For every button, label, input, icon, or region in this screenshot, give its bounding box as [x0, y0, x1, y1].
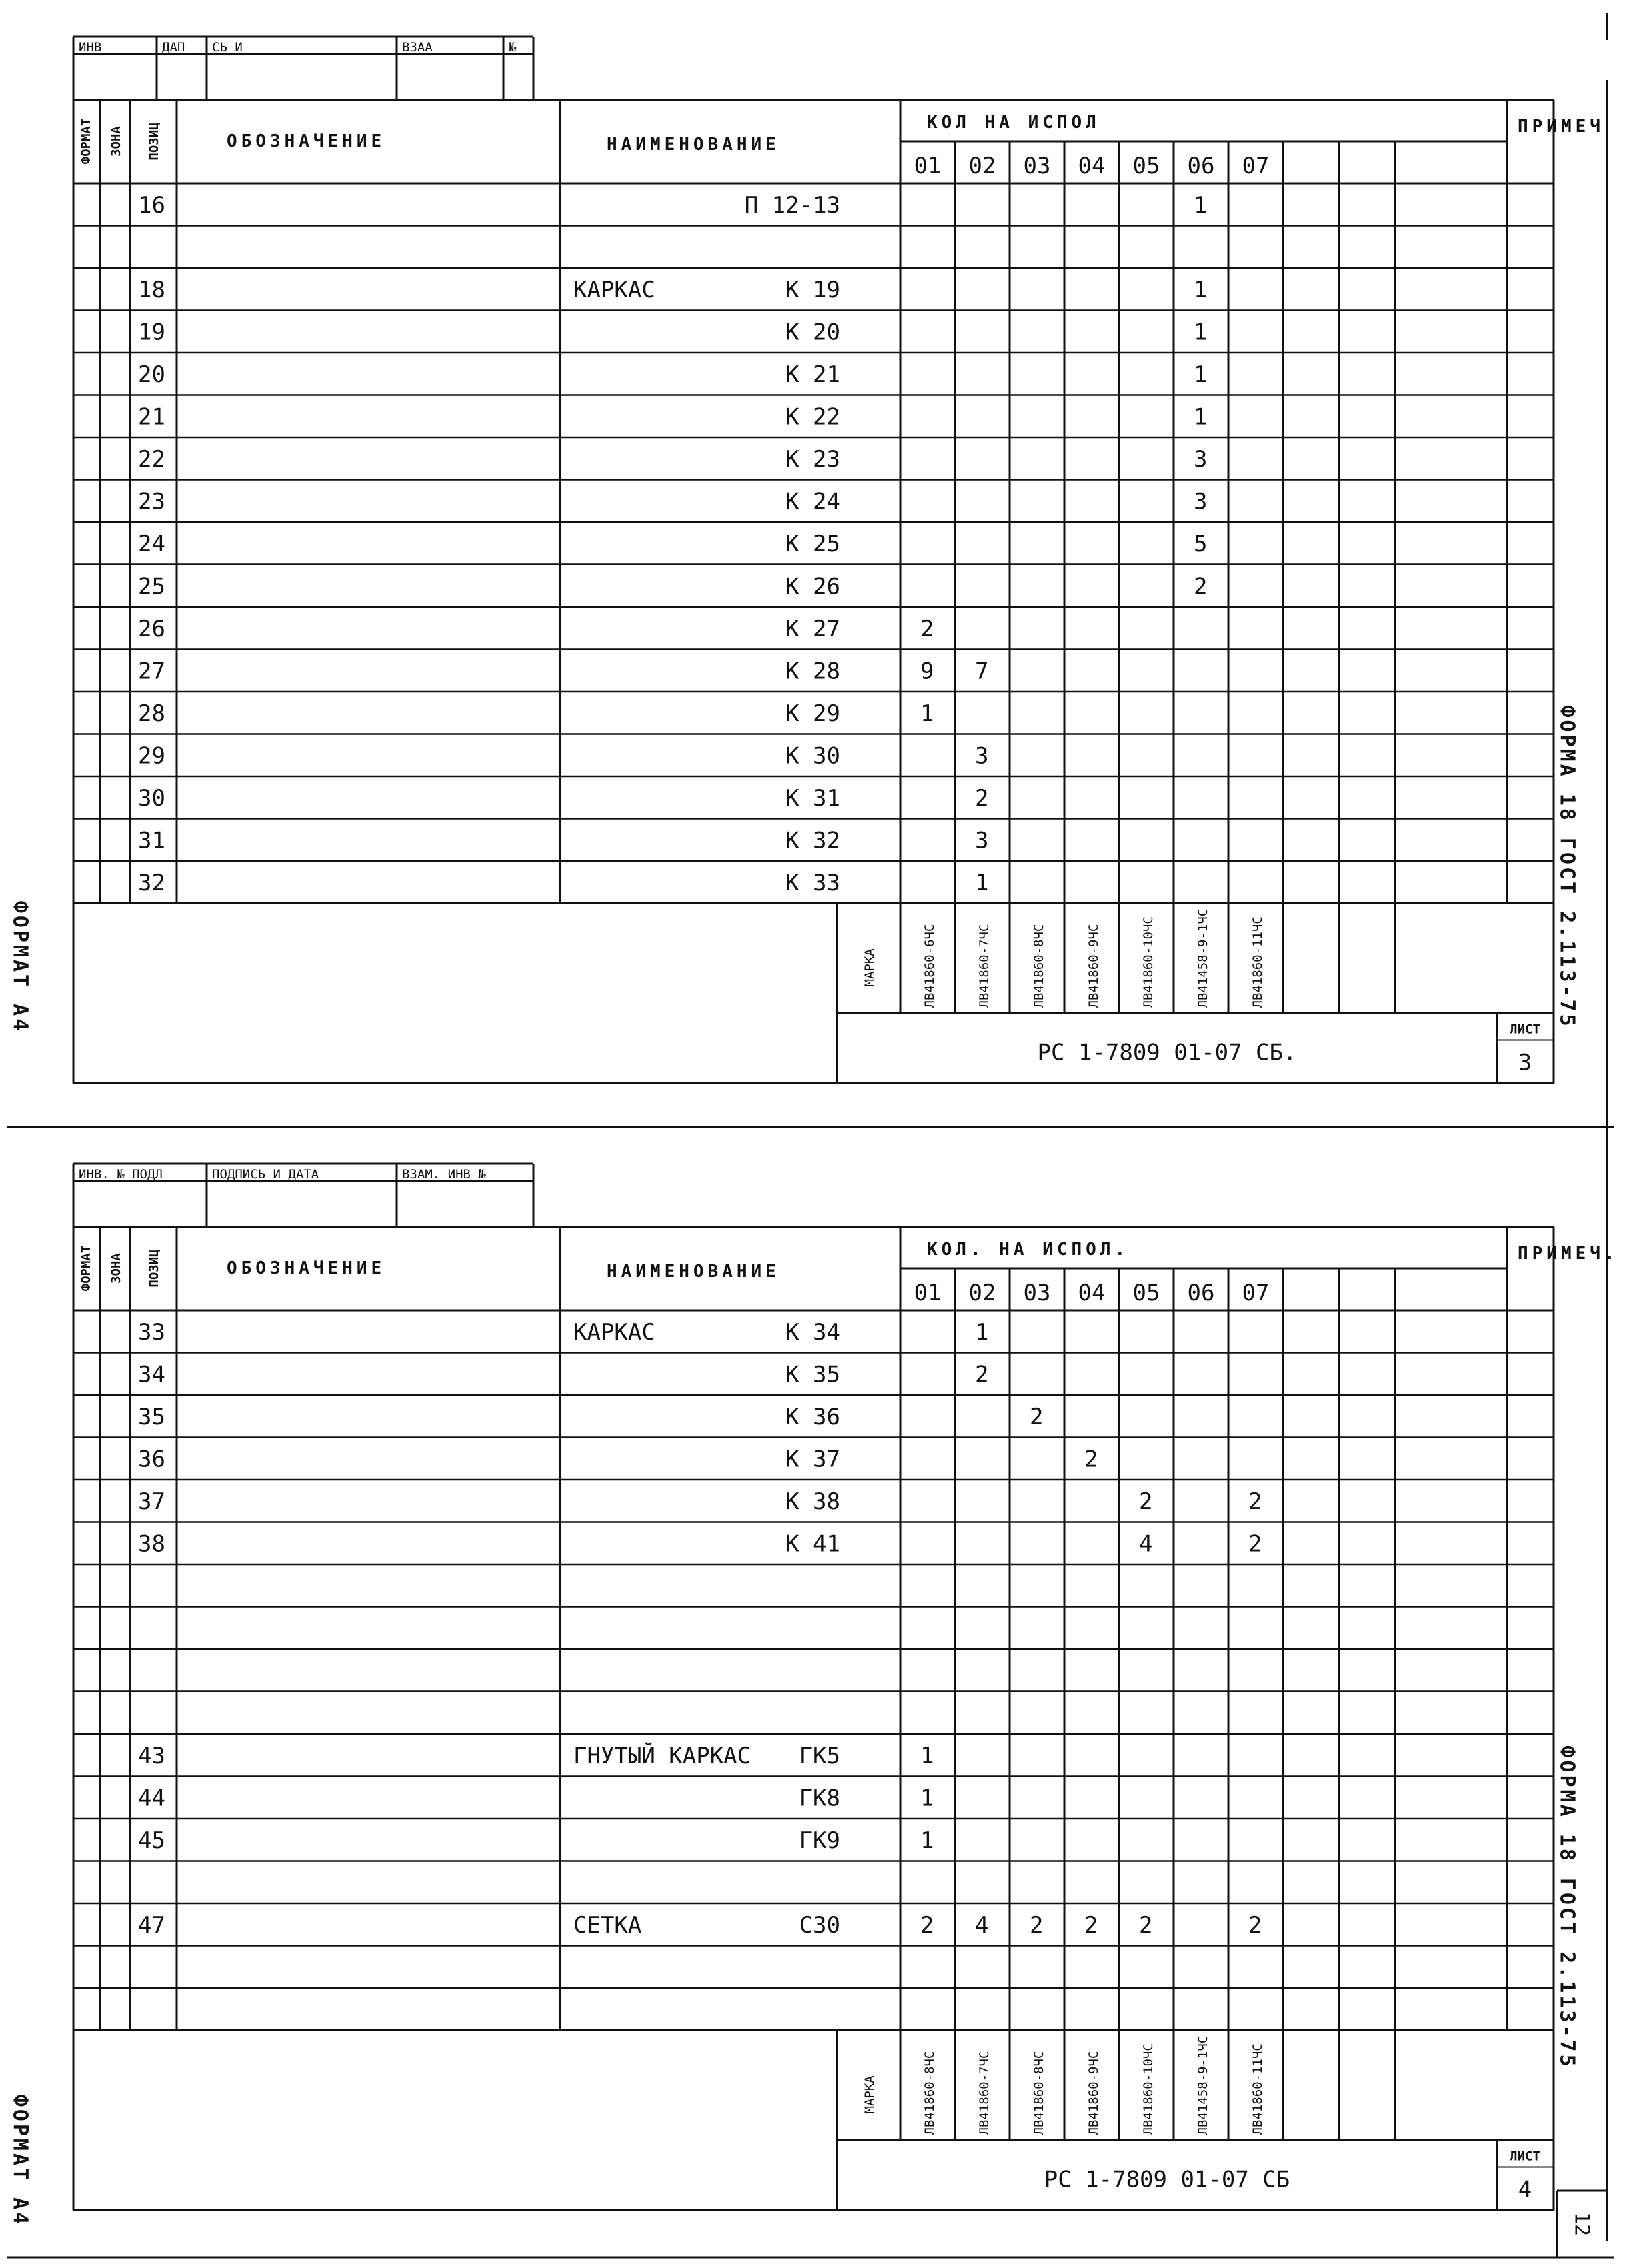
row-qty: 1 [1194, 192, 1208, 219]
spec-sheet-3 [0, 0, 1631, 1120]
row-position: 44 [138, 1785, 165, 1812]
row-position: 16 [138, 192, 165, 219]
row-name-prefix: КАРКАС [573, 1319, 655, 1346]
row-qty: 4 [975, 1912, 989, 1939]
marka-value: ЛВ41860-6ЧС [922, 924, 937, 1008]
row-qty: 9 [920, 658, 934, 685]
marka-label: МАРКА [862, 948, 877, 987]
row-position: 35 [138, 1404, 165, 1430]
row-position: 18 [138, 277, 165, 303]
row-name: ГК5 [799, 1743, 840, 1769]
marka-value: ЛВ41860-8ЧС [922, 2051, 937, 2135]
row-qty: 2 [1139, 1912, 1153, 1939]
row-name: К 36 [785, 1404, 840, 1430]
marka-value: ЛВ41458-9-1ЧС [1196, 908, 1210, 1008]
header-variant-col: 02 [968, 1280, 996, 1306]
sheet-number: 3 [1518, 1049, 1532, 1076]
sheet-number: 4 [1518, 2176, 1532, 2203]
row-position: 28 [138, 700, 165, 727]
row-position: 38 [138, 1530, 165, 1558]
header-pos: ПОЗИЦ [147, 1249, 161, 1288]
row-name: К 37 [785, 1446, 840, 1473]
header-name: НАИМЕНОВАНИЕ [607, 1262, 780, 1282]
row-qty: 3 [975, 827, 989, 854]
row-name: К 30 [785, 742, 840, 770]
side-form-label-1: ФОРМА 18 ГОСТ 2.113-75 [1555, 705, 1579, 1029]
row-name: К 32 [785, 827, 840, 854]
row-name: К 33 [785, 870, 840, 896]
row-position: 25 [138, 573, 165, 600]
header-variant-col: 05 [1132, 1280, 1160, 1306]
header-format: ФОРМАТ [79, 118, 93, 165]
marka-value: ЛВ41860-9ЧС [1086, 924, 1101, 1008]
stamp-label: ДАП [162, 40, 185, 55]
header-variant-col: 07 [1242, 1280, 1270, 1306]
marka-label: МАРКА [862, 2075, 877, 2114]
row-qty: 1 [920, 700, 934, 727]
row-position: 45 [138, 1827, 165, 1854]
header-format: ФОРМАТ [79, 1245, 93, 1292]
row-position: 34 [138, 1361, 165, 1388]
row-qty: 1 [1194, 361, 1208, 388]
row-qty: 2 [1248, 1530, 1262, 1558]
row-position: 26 [138, 616, 165, 642]
header-variant-col: 03 [1023, 1280, 1051, 1306]
row-position: 23 [138, 488, 165, 515]
marka-value: ЛВ41458-9-1ЧС [1196, 2035, 1210, 2135]
row-position: 36 [138, 1446, 165, 1473]
row-name-prefix: ГНУТЫЙ КАРКАС [573, 1743, 751, 1769]
header-note: ПРИМЕЧ. [1518, 1244, 1619, 1264]
row-name: К 24 [785, 488, 840, 515]
marka-value: ЛВ41860-7ЧС [977, 924, 992, 1008]
row-qty: 2 [975, 1361, 989, 1388]
row-name: К 34 [785, 1319, 840, 1346]
row-position: 20 [138, 361, 165, 388]
sheet-label: ЛИСТ [1510, 1022, 1540, 1037]
row-name: К 27 [785, 616, 840, 642]
header-designation: ОБОЗНАЧЕНИЕ [227, 1258, 386, 1278]
header-variant-col: 01 [914, 1280, 942, 1306]
header-variant-col: 04 [1078, 153, 1106, 179]
marka-value: ЛВ41860-11ЧС [1250, 2043, 1265, 2135]
row-qty: 3 [975, 742, 989, 770]
row-name-prefix: КАРКАС [573, 277, 655, 303]
row-position: 30 [138, 785, 165, 812]
row-position: 29 [138, 742, 165, 770]
row-name: ГК9 [799, 1827, 840, 1854]
row-qty: 2 [975, 785, 989, 812]
row-qty: 2 [920, 1912, 934, 1939]
marka-value: ЛВ41860-8ЧС [1032, 2051, 1046, 2135]
row-position: 43 [138, 1743, 165, 1769]
row-name: П 12-13 [744, 192, 840, 219]
document-code: РС 1-7809 01-07 СБ [1044, 2166, 1290, 2193]
row-name: К 41 [785, 1530, 840, 1558]
header-variant-col: 07 [1242, 153, 1270, 179]
header-pos: ПОЗИЦ [147, 122, 161, 161]
row-name: К 20 [785, 319, 840, 346]
header-note: ПРИМЕЧ [1518, 117, 1604, 137]
row-position: 22 [138, 446, 165, 473]
stamp-label: № [509, 40, 517, 55]
row-qty: 7 [975, 658, 989, 685]
row-qty: 2 [1030, 1912, 1044, 1939]
header-zone: ЗОНА [109, 126, 123, 157]
row-position: 31 [138, 827, 165, 854]
row-qty: 2 [920, 616, 934, 642]
row-name: К 38 [785, 1488, 840, 1515]
header-variant-col: 05 [1132, 153, 1160, 179]
stamp-label: ИНВ [79, 40, 102, 55]
row-name: К 35 [785, 1361, 840, 1388]
side-format-label-2: ФОРМАТ А4 [8, 2094, 32, 2227]
row-qty: 1 [1194, 403, 1208, 431]
row-name: К 31 [785, 785, 840, 812]
row-position: 27 [138, 658, 165, 685]
row-qty: 4 [1139, 1530, 1153, 1558]
stamp-label: ИНВ. № ПОДЛ [79, 1167, 163, 1182]
row-qty: 2 [1248, 1488, 1262, 1515]
header-qty: КОЛ НА ИСПОЛ [927, 113, 1100, 133]
stamp-label: ВЗАА [402, 40, 433, 55]
row-qty: 3 [1194, 488, 1208, 515]
row-qty: 1 [920, 1785, 934, 1812]
row-name: К 21 [785, 361, 840, 388]
header-variant-col: 06 [1187, 1280, 1215, 1306]
row-name: К 22 [785, 403, 840, 431]
header-qty: КОЛ. НА ИСПОЛ. [927, 1240, 1130, 1260]
row-position: 32 [138, 870, 165, 896]
row-qty: 1 [920, 1827, 934, 1854]
row-qty: 5 [1194, 531, 1208, 557]
header-variant-col: 02 [968, 153, 996, 179]
marka-value: ЛВ41860-11ЧС [1250, 916, 1265, 1008]
row-name-prefix: СЕТКА [573, 1912, 642, 1939]
row-qty: 1 [975, 1319, 989, 1346]
side-format-label-1: ФОРМАТ А4 [8, 900, 32, 1034]
row-position: 24 [138, 531, 165, 557]
stamp-label: ПОДПИСЬ И ДАТА [212, 1167, 319, 1182]
spec-sheet-4 [0, 1127, 1631, 2261]
row-name: К 25 [785, 531, 840, 557]
header-variant-col: 06 [1187, 153, 1215, 179]
marka-value: ЛВ41860-8ЧС [1032, 924, 1046, 1008]
row-name: К 23 [785, 446, 840, 473]
row-qty: 1 [1194, 277, 1208, 303]
row-qty: 1 [1194, 319, 1208, 346]
row-name: ГК8 [799, 1785, 840, 1812]
row-qty: 2 [1248, 1912, 1262, 1939]
row-qty: 1 [975, 870, 989, 896]
stamp-label: ВЗАМ. ИНВ № [402, 1167, 486, 1182]
sheet-label: ЛИСТ [1510, 2149, 1540, 2164]
row-qty: 2 [1194, 573, 1208, 600]
row-qty: 3 [1194, 446, 1208, 473]
row-name: С30 [799, 1912, 840, 1939]
row-name: К 26 [785, 573, 840, 600]
row-qty: 2 [1084, 1446, 1098, 1473]
row-position: 21 [138, 403, 165, 431]
document-code: РС 1-7809 01-07 СБ. [1037, 1039, 1297, 1066]
marka-value: ЛВ41860-10ЧС [1141, 916, 1156, 1008]
marka-value: ЛВ41860-9ЧС [1086, 2051, 1101, 2135]
marka-value: ЛВ41860-10ЧС [1141, 2043, 1156, 2135]
row-position: 37 [138, 1488, 165, 1515]
row-qty: 2 [1030, 1404, 1044, 1430]
row-qty: 1 [920, 1743, 934, 1769]
header-variant-col: 03 [1023, 153, 1051, 179]
marka-value: ЛВ41860-7ЧС [977, 2051, 992, 2135]
row-position: 47 [138, 1912, 165, 1939]
header-designation: ОБОЗНАЧЕНИЕ [227, 131, 386, 151]
header-variant-col: 04 [1078, 1280, 1106, 1306]
row-position: 33 [138, 1319, 165, 1346]
row-name: К 19 [785, 277, 840, 303]
row-qty: 2 [1139, 1488, 1153, 1515]
side-form-label-2: ФОРМА 18 ГОСТ 2.113-75 [1555, 1745, 1579, 2069]
header-variant-col: 01 [914, 153, 942, 179]
stamp-label: СЬ И [212, 40, 243, 55]
header-name: НАИМЕНОВАНИЕ [607, 135, 780, 155]
header-zone: ЗОНА [109, 1253, 123, 1284]
row-name: К 28 [785, 658, 840, 685]
row-qty: 2 [1084, 1912, 1098, 1939]
row-position: 19 [138, 319, 165, 346]
row-name: К 29 [785, 700, 840, 727]
page-number: 12 [1570, 2211, 1594, 2237]
